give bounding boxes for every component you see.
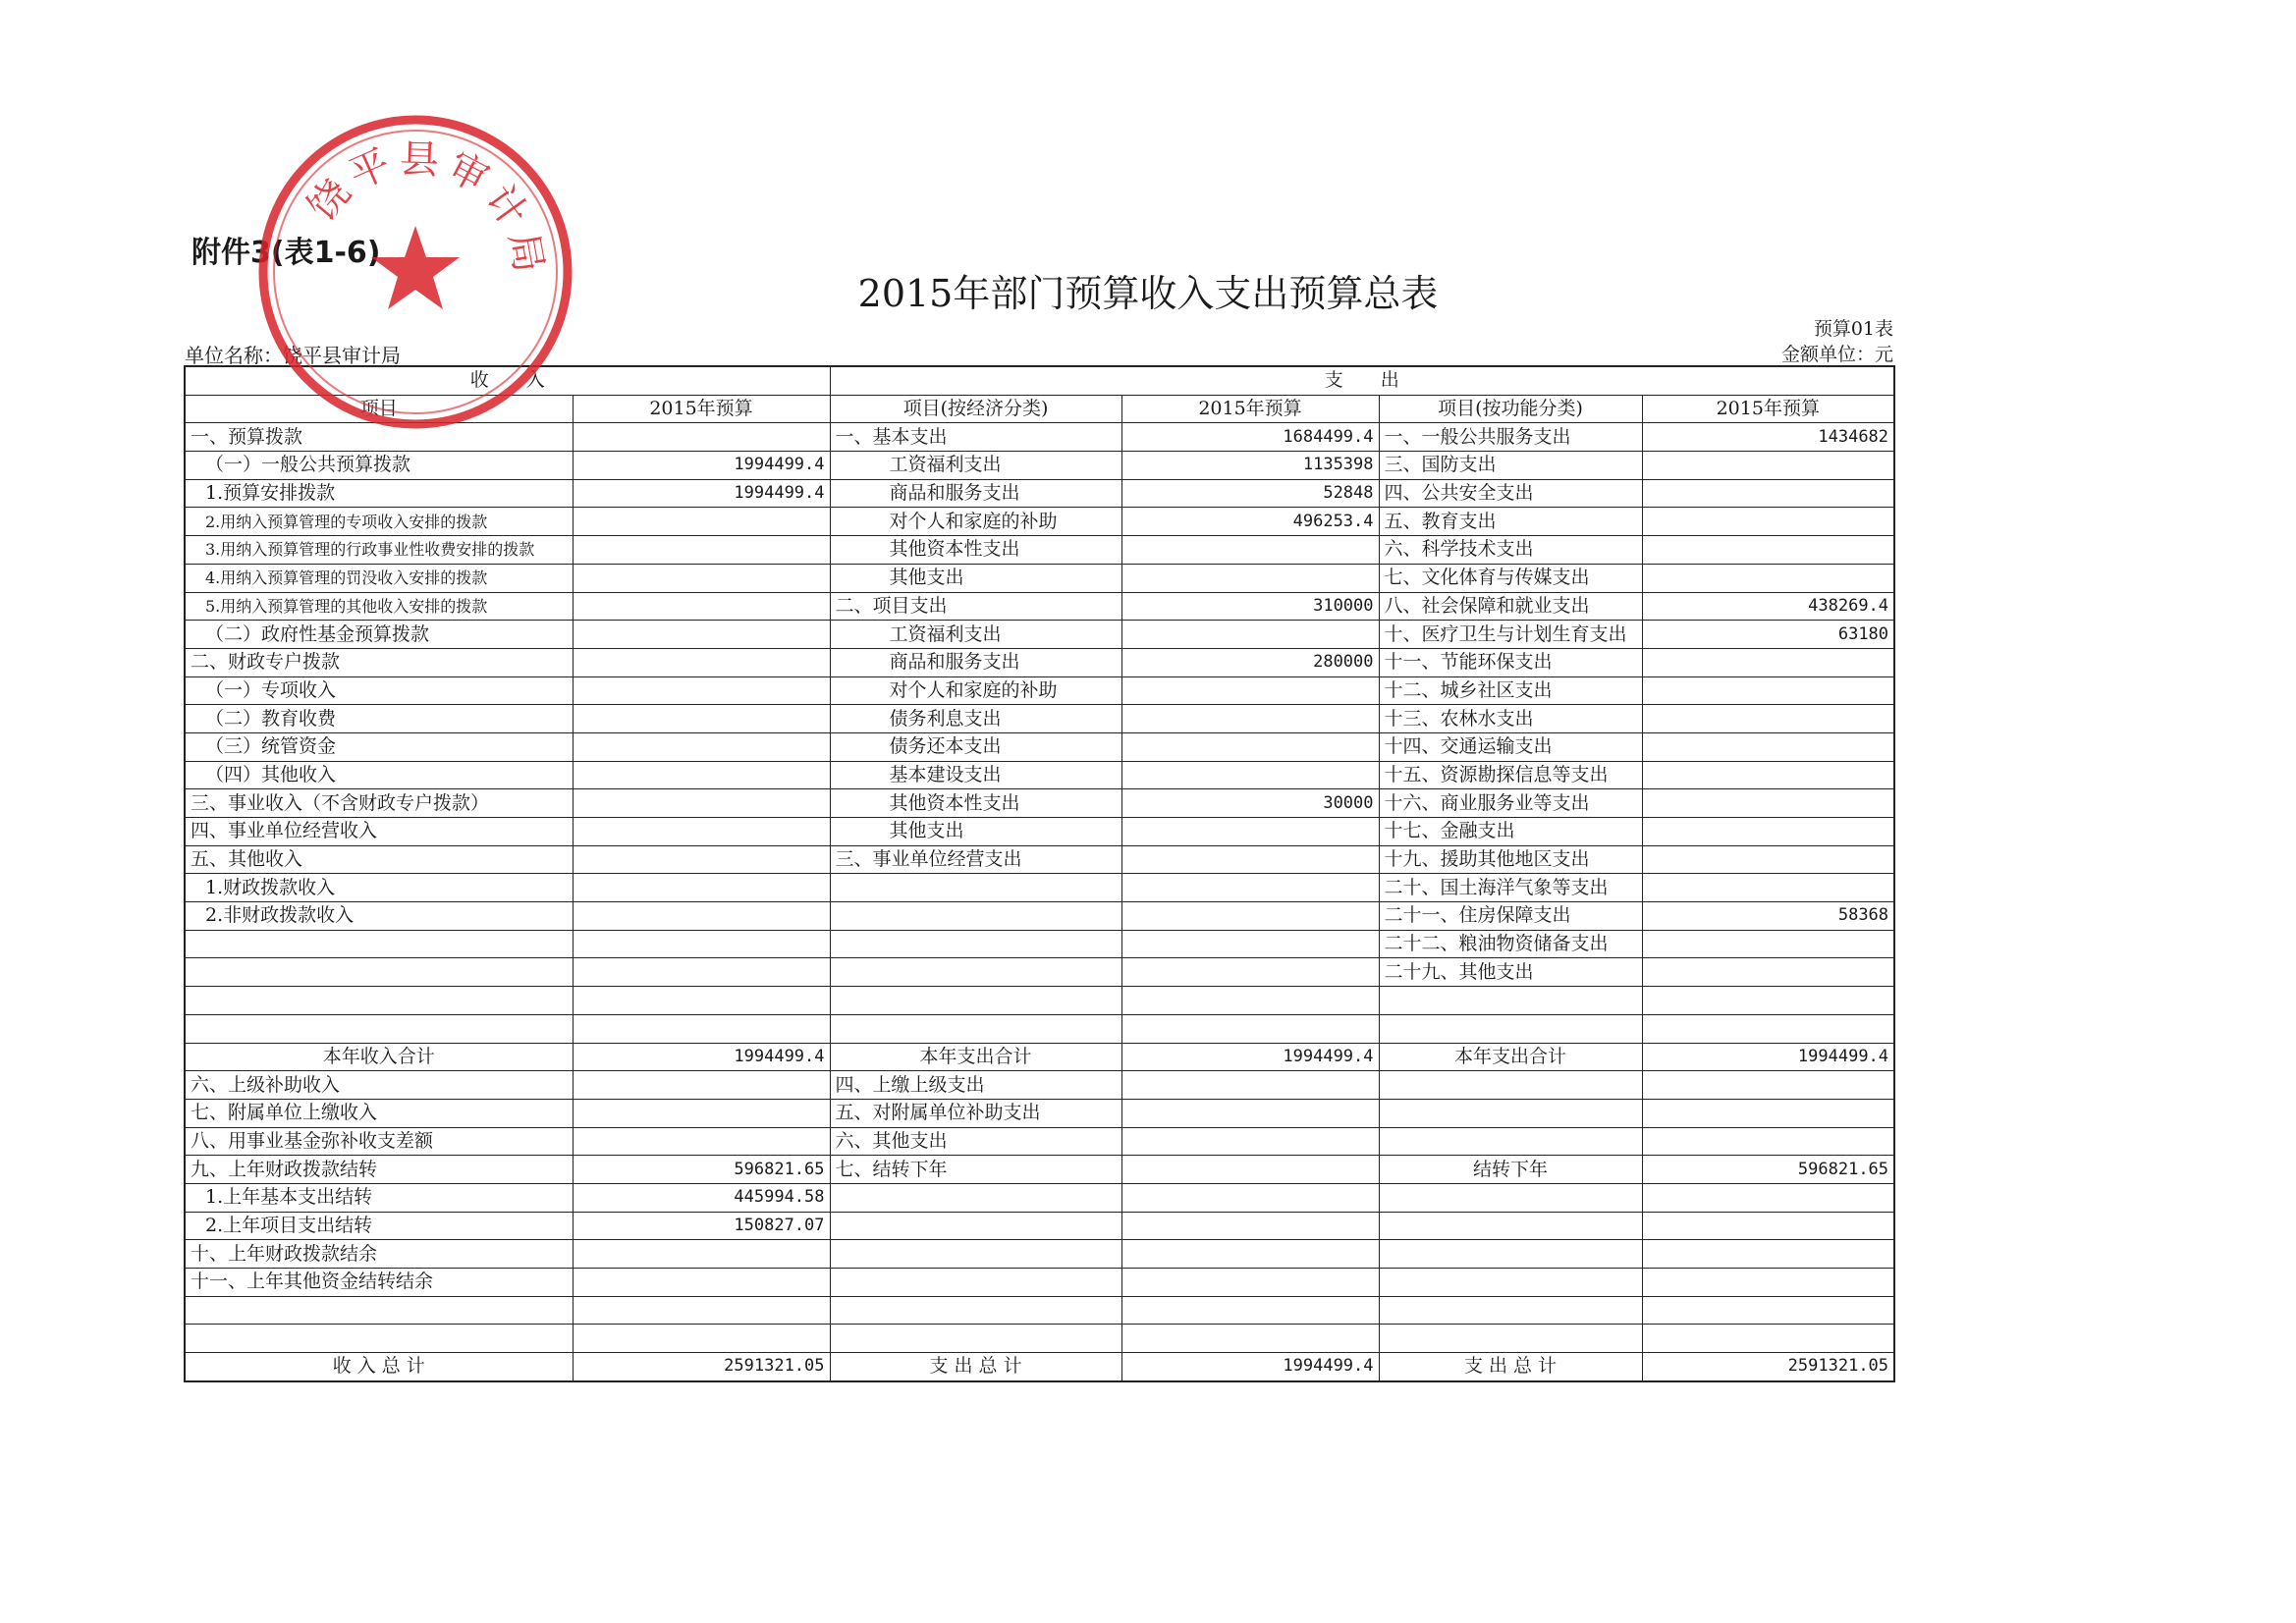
table-cell: 七、文化体育与传媒支出	[1379, 564, 1642, 592]
table-row	[185, 1156, 1894, 1184]
table-cell: 十二、城乡社区支出	[1379, 676, 1642, 705]
section-expense: 支 出	[830, 366, 1894, 395]
table-cell: 1994499.4	[573, 479, 830, 508]
table-cell	[573, 1325, 830, 1353]
table-row	[185, 1296, 1894, 1325]
table-cell	[1642, 987, 1894, 1015]
table-row	[185, 508, 1894, 536]
table-cell: 其他支出	[830, 564, 1121, 592]
table-cell: 1994499.4	[573, 452, 830, 480]
table-cell: 四、上缴上级支出	[830, 1071, 1121, 1100]
table-cell: （一）专项收入	[185, 676, 573, 705]
table-row	[185, 930, 1894, 958]
table-cell	[573, 1296, 830, 1325]
table-cell	[573, 845, 830, 874]
table-cell: 本年支出合计	[830, 1043, 1121, 1071]
table-cell: 本年支出合计	[1379, 1043, 1642, 1071]
table-cell	[1121, 1212, 1379, 1240]
table-cell	[1121, 1099, 1379, 1127]
table-cell	[573, 592, 830, 621]
budget-summary-table	[184, 365, 1895, 1382]
table-cell	[1379, 1071, 1642, 1100]
table-cell	[1642, 1269, 1894, 1297]
table-cell	[573, 621, 830, 649]
table-cell: 4.用纳入预算管理的罚没收入安排的拨款	[185, 564, 573, 592]
table-cell: 5.用纳入预算管理的其他收入安排的拨款	[185, 592, 573, 621]
table-row	[185, 592, 1894, 621]
table-cell	[573, 958, 830, 987]
table-cell	[1642, 676, 1894, 705]
table-cell: 五、对附属单位补助支出	[830, 1099, 1121, 1127]
table-cell	[1379, 1269, 1642, 1297]
table-cell: 六、其他支出	[830, 1127, 1121, 1156]
seal-character: 平	[342, 140, 398, 199]
table-cell	[1379, 1325, 1642, 1353]
table-cell	[1121, 732, 1379, 761]
table-cell: 十五、资源勘探信息等支出	[1379, 761, 1642, 789]
table-cell	[185, 1014, 573, 1043]
table-row	[185, 732, 1894, 761]
table-cell: 280000	[1121, 648, 1379, 676]
table-row	[185, 1240, 1894, 1269]
table-cell	[830, 1269, 1121, 1297]
table-cell	[573, 874, 830, 902]
table-cell: 结转下年	[1379, 1156, 1642, 1184]
attachment-label: 附件3(表1-6)	[191, 236, 381, 270]
table-cell	[830, 874, 1121, 902]
table-cell	[1642, 1014, 1894, 1043]
table-row	[185, 1183, 1894, 1212]
table-cell	[573, 789, 830, 818]
table-cell: （四）其他收入	[185, 761, 573, 789]
table-row	[185, 1043, 1894, 1071]
table-cell	[1642, 1099, 1894, 1127]
table-cell	[573, 987, 830, 1015]
table-cell	[1642, 648, 1894, 676]
table-cell: 债务还本支出	[830, 732, 1121, 761]
table-row	[185, 845, 1894, 874]
table-cell: 52848	[1121, 479, 1379, 508]
table-row	[185, 1071, 1894, 1100]
table-cell: 十一、上年其他资金结转结余	[185, 1269, 573, 1297]
table-cell	[1121, 958, 1379, 987]
table-row	[185, 987, 1894, 1015]
table-row	[185, 479, 1894, 508]
table-cell	[830, 1014, 1121, 1043]
table-cell: 商品和服务支出	[830, 479, 1121, 508]
table-cell	[1121, 1071, 1379, 1100]
table-row	[185, 1014, 1894, 1043]
table-cell	[1642, 930, 1894, 958]
table-cell: 九、上年财政拨款结转	[185, 1156, 573, 1184]
table-cell: （一）一般公共预算拨款	[185, 452, 573, 480]
seal-character: 饶	[300, 170, 360, 230]
table-row	[185, 818, 1894, 846]
table-cell: 五、其他收入	[185, 845, 573, 874]
table-cell	[573, 902, 830, 931]
table-cell: 七、结转下年	[830, 1156, 1121, 1184]
table-row	[185, 452, 1894, 480]
table-cell: 445994.58	[573, 1183, 830, 1212]
table-cell	[830, 958, 1121, 987]
table-cell: 三、事业收入（不含财政专户拨款）	[185, 789, 573, 818]
table-cell	[1379, 1183, 1642, 1212]
table-cell: 对个人和家庭的补助	[830, 676, 1121, 705]
form-number: 预算01表	[1813, 318, 1893, 340]
table-cell	[185, 987, 573, 1015]
amount-unit: 金额单位：元	[1780, 344, 1893, 365]
table-cell	[1121, 536, 1379, 565]
table-cell	[573, 1071, 830, 1100]
table-cell	[1642, 479, 1894, 508]
table-cell: 本年收入合计	[185, 1043, 573, 1071]
table-cell: 八、社会保障和就业支出	[1379, 592, 1642, 621]
col-header: 2015年预算	[1642, 395, 1894, 423]
table-cell	[1379, 1296, 1642, 1325]
table-cell	[1642, 536, 1894, 565]
table-cell	[573, 761, 830, 789]
table-cell	[1642, 845, 1894, 874]
table-cell: 二、项目支出	[830, 592, 1121, 621]
table-cell	[830, 902, 1121, 931]
table-cell: 3.用纳入预算管理的行政事业性收费安排的拨款	[185, 536, 573, 565]
table-cell: 债务利息支出	[830, 705, 1121, 733]
table-row	[185, 761, 1894, 789]
table-cell: 三、事业单位经营支出	[830, 845, 1121, 874]
table-cell: 其他资本性支出	[830, 536, 1121, 565]
table-cell	[1379, 1240, 1642, 1269]
unit-name: 单位名称：饶平县审计局	[185, 344, 401, 367]
table-row	[185, 1353, 1894, 1381]
table-cell	[1121, 902, 1379, 931]
table-cell	[185, 958, 573, 987]
table-cell	[830, 930, 1121, 958]
table-cell: 十三、农林水支出	[1379, 705, 1642, 733]
table-cell: 1434682	[1642, 423, 1894, 452]
table-cell: 工资福利支出	[830, 621, 1121, 649]
table-cell: 十一、节能环保支出	[1379, 648, 1642, 676]
table-row	[185, 1127, 1894, 1156]
table-cell	[1642, 761, 1894, 789]
table-cell: 1994499.4	[573, 1043, 830, 1071]
table-cell: （二）教育收费	[185, 705, 573, 733]
table-cell: 支 出 总 计	[830, 1353, 1121, 1381]
table-cell: 六、上级补助收入	[185, 1071, 573, 1100]
table-cell: 十六、商业服务业等支出	[1379, 789, 1642, 818]
table-cell	[185, 930, 573, 958]
table-cell: 2591321.05	[573, 1353, 830, 1381]
table-row	[185, 648, 1894, 676]
table-cell: （二）政府性基金预算拨款	[185, 621, 573, 649]
table-cell	[1379, 1212, 1642, 1240]
table-cell	[1642, 789, 1894, 818]
table-row	[185, 874, 1894, 902]
table-row	[185, 1099, 1894, 1127]
table-cell	[573, 1127, 830, 1156]
table-cell	[1121, 1183, 1379, 1212]
table-cell: 十九、援助其他地区支出	[1379, 845, 1642, 874]
page-title: 2015年部门预算收入支出预算总表	[857, 272, 1439, 315]
table-cell	[1121, 930, 1379, 958]
table-cell	[1121, 1325, 1379, 1353]
table-cell	[185, 1296, 573, 1325]
table-cell	[1121, 1127, 1379, 1156]
table-cell: 十七、金融支出	[1379, 818, 1642, 846]
table-cell: 其他资本性支出	[830, 789, 1121, 818]
table-cell	[830, 1183, 1121, 1212]
table-cell: 基本建设支出	[830, 761, 1121, 789]
table-cell: 一、一般公共服务支出	[1379, 423, 1642, 452]
col-header: 2015年预算	[1121, 395, 1379, 423]
table-cell: 四、公共安全支出	[1379, 479, 1642, 508]
table-cell: 七、附属单位上缴收入	[185, 1099, 573, 1127]
table-cell: 十、上年财政拨款结余	[185, 1240, 573, 1269]
table-cell: 其他支出	[830, 818, 1121, 846]
table-cell: 一、预算拨款	[185, 423, 573, 452]
table-cell	[1642, 452, 1894, 480]
table-row	[185, 536, 1894, 565]
table-cell	[1379, 1127, 1642, 1156]
table-cell: 496253.4	[1121, 508, 1379, 536]
table-cell	[573, 508, 830, 536]
table-cell	[1121, 818, 1379, 846]
table-cell: 1.上年基本支出结转	[185, 1183, 573, 1212]
seal-character: 局	[500, 229, 552, 276]
table-cell: （三）统管资金	[185, 732, 573, 761]
table-cell	[573, 564, 830, 592]
table-cell: 二、财政专户拨款	[185, 648, 573, 676]
table-cell: 58368	[1642, 902, 1894, 931]
table-cell	[1121, 761, 1379, 789]
table-row	[185, 676, 1894, 705]
table-cell: 2591321.05	[1642, 1353, 1894, 1381]
table-cell	[1379, 1099, 1642, 1127]
seal-character: 计	[475, 177, 536, 236]
table-cell: 二十一、住房保障支出	[1379, 902, 1642, 931]
table-cell	[1642, 1325, 1894, 1353]
table-cell	[1121, 874, 1379, 902]
table-cell	[1121, 676, 1379, 705]
table-cell	[1642, 1183, 1894, 1212]
table-cell	[573, 676, 830, 705]
table-cell	[1642, 958, 1894, 987]
table-cell: 1994499.4	[1642, 1043, 1894, 1071]
table-cell	[1642, 732, 1894, 761]
table-cell: 对个人和家庭的补助	[830, 508, 1121, 536]
table-row	[185, 1212, 1894, 1240]
table-cell: 二十二、粮油物资储备支出	[1379, 930, 1642, 958]
col-header: 项目(按经济分类)	[830, 395, 1121, 423]
col-header: 2015年预算	[573, 395, 830, 423]
table-cell	[573, 536, 830, 565]
table-cell	[573, 818, 830, 846]
table-cell	[1642, 564, 1894, 592]
table-cell: 五、教育支出	[1379, 508, 1642, 536]
table-cell	[1121, 705, 1379, 733]
table-cell	[1379, 1014, 1642, 1043]
table-cell	[1121, 987, 1379, 1015]
table-cell: 150827.07	[573, 1212, 830, 1240]
col-header: 项目(按功能分类)	[1379, 395, 1642, 423]
table-cell	[1121, 1156, 1379, 1184]
table-cell	[830, 1325, 1121, 1353]
seal-star-icon	[371, 226, 460, 309]
table-cell	[573, 1099, 830, 1127]
table-cell: 六、科学技术支出	[1379, 536, 1642, 565]
table-cell: 三、国防支出	[1379, 452, 1642, 480]
table-cell	[573, 1269, 830, 1297]
table-cell	[573, 1240, 830, 1269]
table-cell: 2.上年项目支出结转	[185, 1212, 573, 1240]
table-cell	[1121, 1296, 1379, 1325]
table-cell: 30000	[1121, 789, 1379, 818]
table-cell	[830, 1240, 1121, 1269]
table-cell	[1642, 1240, 1894, 1269]
table-cell	[1642, 874, 1894, 902]
table-cell	[573, 1014, 830, 1043]
table-cell	[830, 1212, 1121, 1240]
table-cell	[830, 987, 1121, 1015]
table-cell	[1121, 845, 1379, 874]
table-cell: 2.非财政拨款收入	[185, 902, 573, 931]
col-header: 项目	[185, 395, 573, 423]
table-row	[185, 902, 1894, 931]
seal-character: 审	[440, 143, 496, 203]
table-cell: 1.预算安排拨款	[185, 479, 573, 508]
section-income: 收 入	[185, 366, 830, 395]
table-cell: 十四、交通运输支出	[1379, 732, 1642, 761]
table-cell: 支 出 总 计	[1379, 1353, 1642, 1381]
table-cell	[1379, 987, 1642, 1015]
table-cell	[1642, 818, 1894, 846]
table-row	[185, 564, 1894, 592]
table-cell	[1642, 705, 1894, 733]
table-cell: 二十九、其他支出	[1379, 958, 1642, 987]
table-cell: 1994499.4	[1121, 1353, 1379, 1381]
table-cell	[1121, 1240, 1379, 1269]
table-cell	[1121, 621, 1379, 649]
table-cell: 2.用纳入预算管理的专项收入安排的拨款	[185, 508, 573, 536]
table-cell	[1121, 1269, 1379, 1297]
table-cell: 二十、国土海洋气象等支出	[1379, 874, 1642, 902]
table-cell: 八、用事业基金弥补收支差额	[185, 1127, 573, 1156]
table-cell: 商品和服务支出	[830, 648, 1121, 676]
table-cell	[573, 423, 830, 452]
official-seal	[253, 110, 577, 434]
table-cell: 1684499.4	[1121, 423, 1379, 452]
table-cell: 1135398	[1121, 452, 1379, 480]
table-row	[185, 789, 1894, 818]
table-cell: 收 入 总 计	[185, 1353, 573, 1381]
table-cell	[185, 1325, 573, 1353]
table-cell: 1994499.4	[1121, 1043, 1379, 1071]
table-row	[185, 705, 1894, 733]
table-row	[185, 1269, 1894, 1297]
table-cell	[830, 1296, 1121, 1325]
seal-character: 县	[399, 136, 440, 184]
table-cell: 63180	[1642, 621, 1894, 649]
table-cell	[1121, 564, 1379, 592]
table-cell: 工资福利支出	[830, 452, 1121, 480]
table-cell: 一、基本支出	[830, 423, 1121, 452]
table-row	[185, 958, 1894, 987]
table-row	[185, 621, 1894, 649]
table-cell: 四、事业单位经营收入	[185, 818, 573, 846]
table-cell	[1642, 1127, 1894, 1156]
table-cell: 438269.4	[1642, 592, 1894, 621]
table-cell: 十、医疗卫生与计划生育支出	[1379, 621, 1642, 649]
table-cell	[1642, 508, 1894, 536]
table-cell	[1121, 1014, 1379, 1043]
table-cell	[1642, 1296, 1894, 1325]
table-cell: 1.财政拨款收入	[185, 874, 573, 902]
table-cell: 596821.65	[1642, 1156, 1894, 1184]
table-cell	[1642, 1071, 1894, 1100]
table-cell	[573, 930, 830, 958]
table-cell	[573, 732, 830, 761]
table-cell: 596821.65	[573, 1156, 830, 1184]
table-cell	[573, 705, 830, 733]
table-cell: 310000	[1121, 592, 1379, 621]
table-cell	[573, 648, 830, 676]
table-cell	[1642, 1212, 1894, 1240]
table-row	[185, 1325, 1894, 1353]
